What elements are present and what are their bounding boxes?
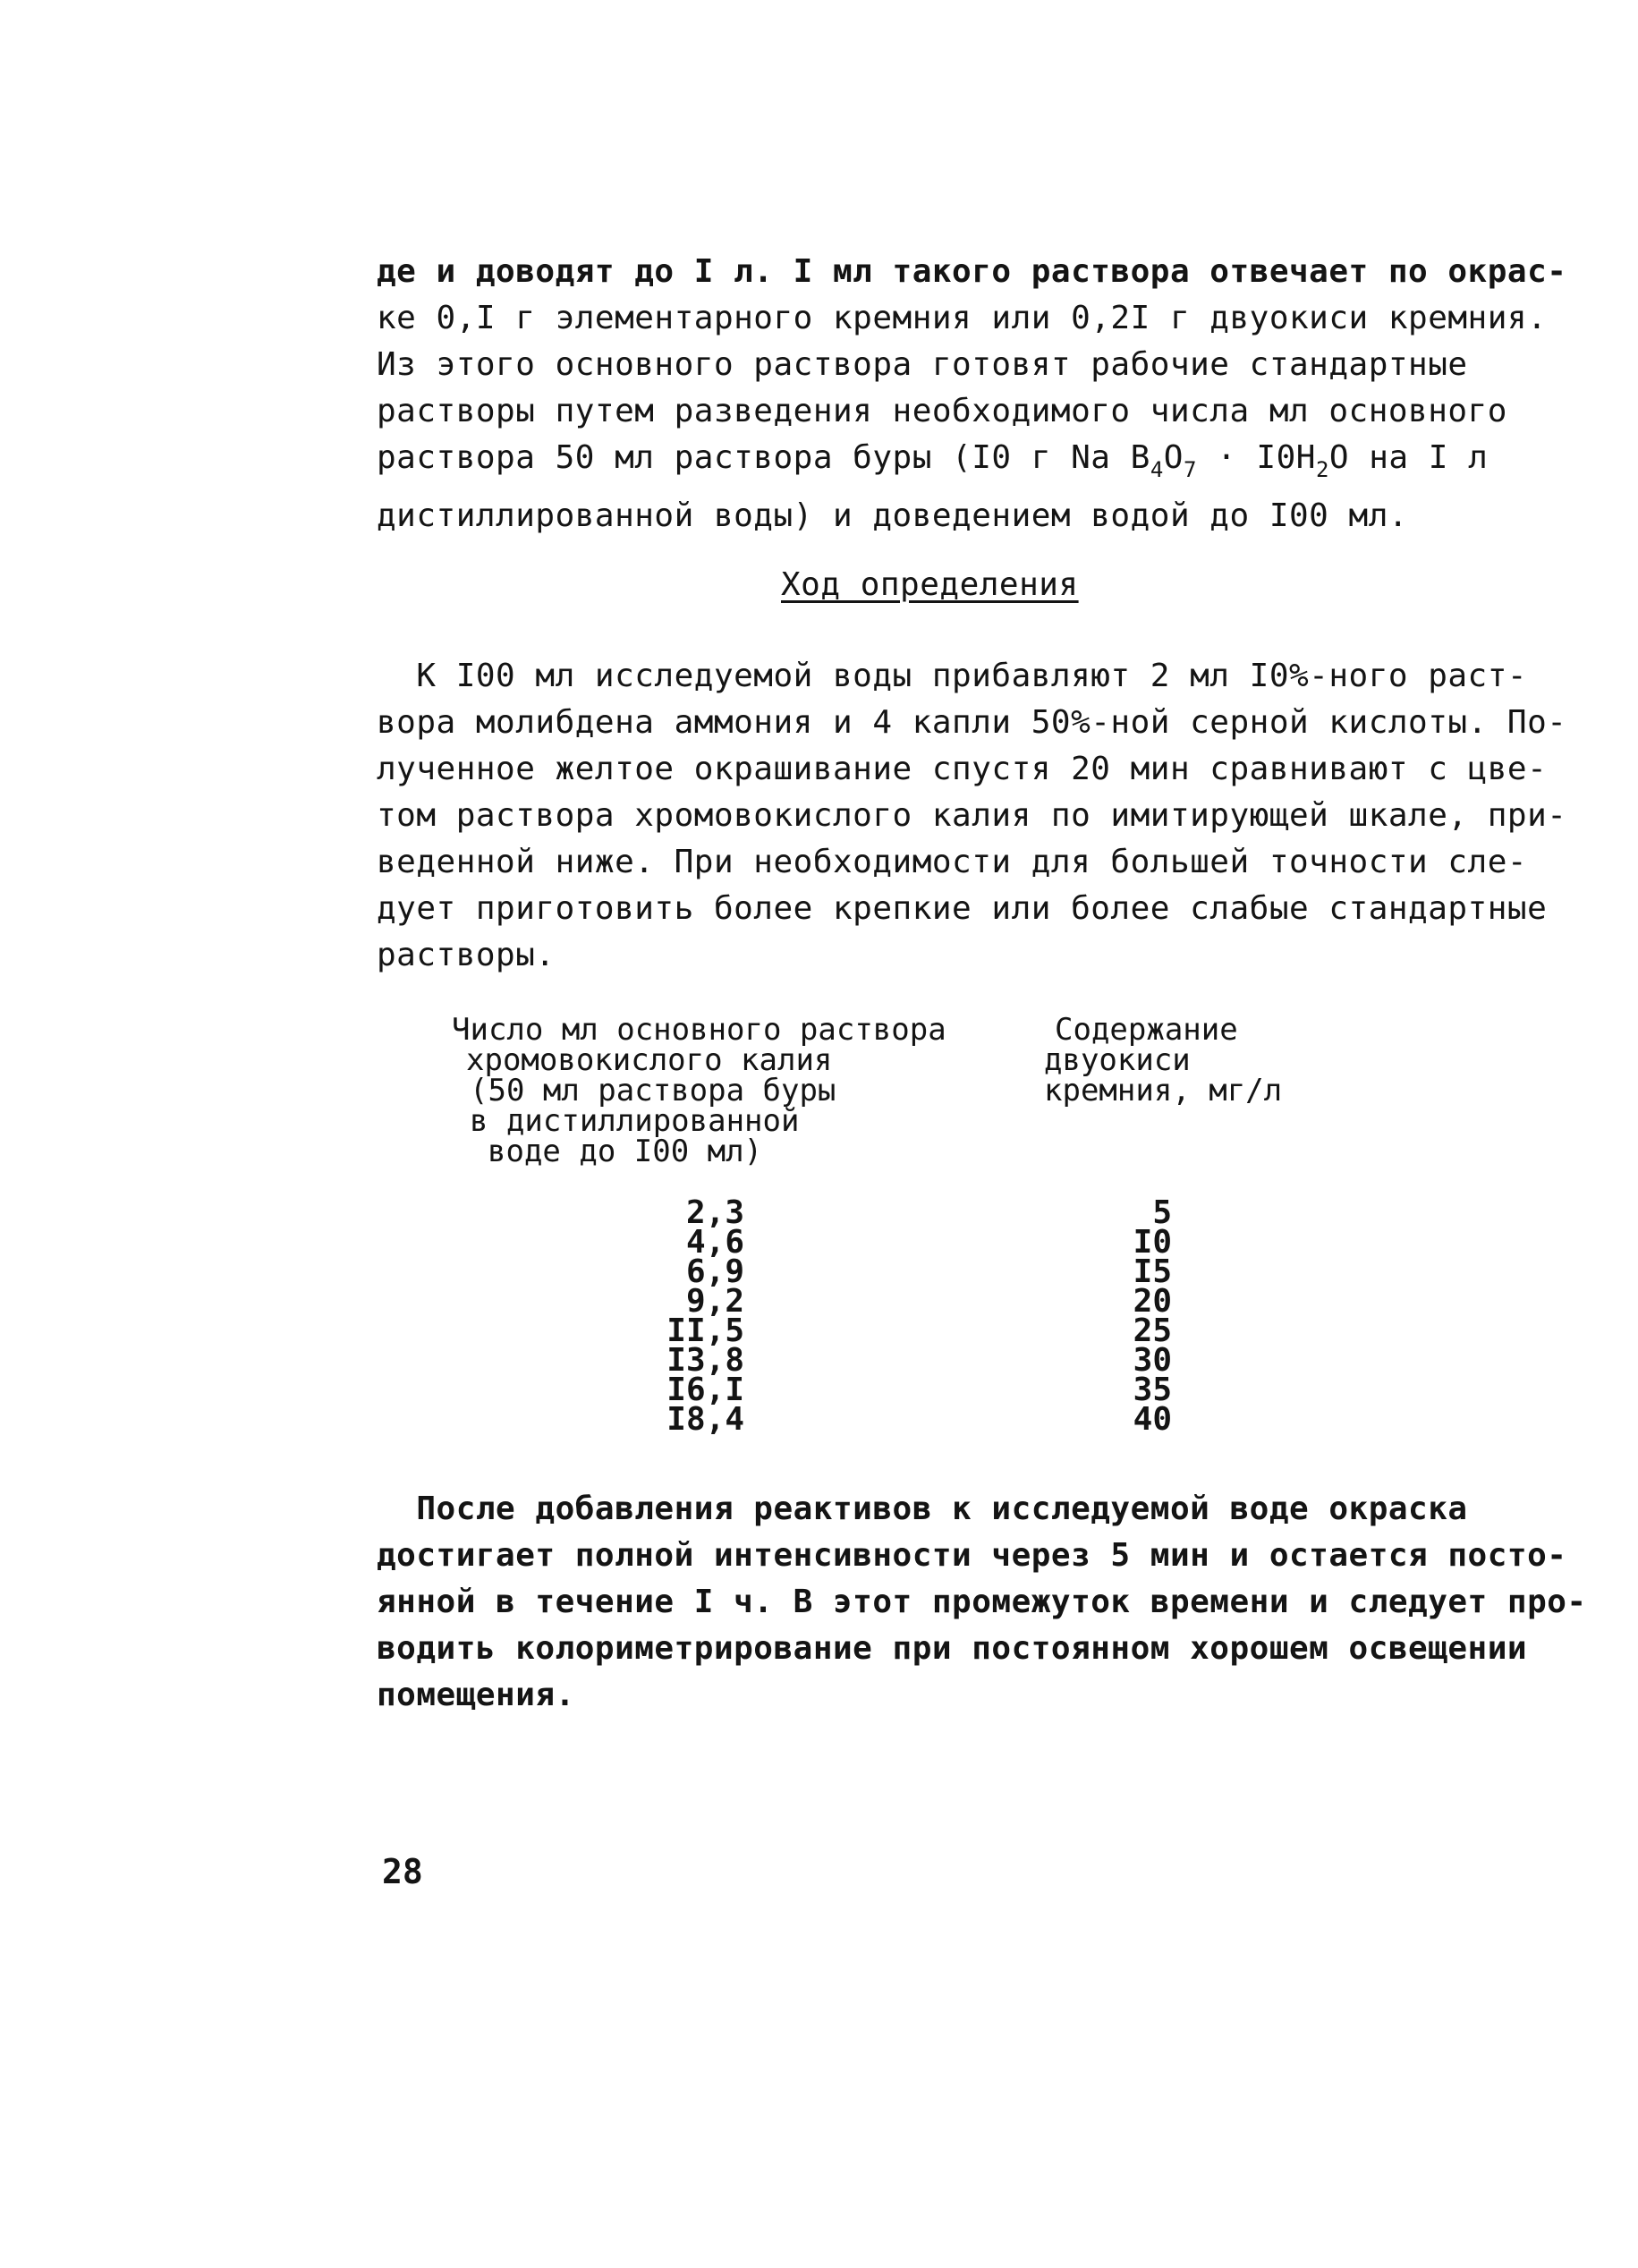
table-cell: 5 <box>1152 1194 1172 1231</box>
table-cell: 25 <box>1133 1312 1172 1349</box>
intro-paragraph <box>377 249 1566 539</box>
formula-line <box>377 435 1566 493</box>
header-line: Число мл основного раствора <box>452 1012 946 1048</box>
formula-b: B <box>1130 439 1150 476</box>
header-line: кремния, мг/л <box>1044 1073 1283 1109</box>
table-column-header-content <box>1044 1012 1283 1109</box>
table-cell: 2,3 <box>685 1194 744 1231</box>
table-cell: I3,8 <box>666 1342 744 1379</box>
text-line: лученное желтое окрашивание спустя 20 мин сравнивают с цве- <box>377 751 1548 787</box>
table-cell: I8,4 <box>666 1401 744 1438</box>
section-heading: Ход определения <box>781 566 1079 603</box>
text-line: дует приготовить более крепкие или более слабые стандартные <box>377 890 1548 927</box>
table-column-content-values <box>1100 1194 1172 1438</box>
text-line: веденной ниже. При необходимости для большей точности сле- <box>377 844 1528 880</box>
table-cell: 35 <box>1133 1372 1172 1408</box>
text-line: янной в течение I ч. В этот промежуток времени и следует про- <box>377 1584 1587 1620</box>
procedure-paragraph <box>377 653 1566 979</box>
formula-b-subscript: 4 <box>1150 457 1164 482</box>
formula-o: O <box>1163 439 1184 476</box>
text-line: раствора 50 мл раствора буры (I0 г Na <box>377 439 1111 476</box>
text-line: растворы путем разведения необходимого числа мл основного <box>377 393 1507 429</box>
table-cell: 9,2 <box>685 1283 744 1320</box>
closing-paragraph <box>377 1486 1587 1719</box>
table-cell: I5 <box>1133 1253 1172 1290</box>
text-line: дистиллированной воды) и доведением водой до I00 мл. <box>377 497 1409 534</box>
table-cell: I0 <box>1133 1224 1172 1261</box>
table-column-volume-values <box>644 1194 744 1438</box>
table-cell: I6,I <box>666 1372 744 1408</box>
text-line: вора молибдена аммония и 4 капли 50%-ной серной кислоты. По- <box>377 704 1567 741</box>
formula-tail: O на I л <box>1328 439 1489 476</box>
text-line: растворы. <box>377 937 556 973</box>
text-line: водить колориметрирование при постоянном хорошем освещении <box>377 1630 1528 1667</box>
header-line: воде до I00 мл) <box>488 1134 763 1169</box>
text-line: помещения. <box>377 1677 575 1713</box>
page-number: 28 <box>382 1852 423 1891</box>
table-cell: 20 <box>1133 1283 1172 1320</box>
text-line: том раствора хромовокислого калия по имитирующей шкале, при- <box>377 797 1567 834</box>
table-cell: 30 <box>1133 1342 1172 1379</box>
table-cell: 4,6 <box>685 1224 744 1261</box>
formula-o-subscript: 7 <box>1183 457 1197 482</box>
header-line: хромовокислого калия <box>466 1042 833 1078</box>
table-cell: 40 <box>1133 1401 1172 1438</box>
formula-rest: · I0H <box>1196 439 1316 476</box>
table-column-header-volume <box>452 1012 946 1169</box>
text-line: де и доводят до I л. I мл такого раствора отвечает по окрас- <box>377 253 1567 290</box>
header-line: в дистиллированной <box>470 1103 800 1139</box>
table-cell: 6,9 <box>685 1253 744 1290</box>
text-line: ке 0,I г элементарного кремния или 0,2I г двуокиси кремния. <box>377 300 1548 336</box>
text-line: Из этого основного раствора готовят рабочие стандартные <box>377 346 1468 383</box>
text-line: После добавления реактивов к исследуемой воде окраска <box>377 1491 1468 1527</box>
header-line: двуокиси <box>1044 1042 1191 1078</box>
text-line: достигает полной интенсивности через 5 мин и остается посто- <box>377 1537 1567 1574</box>
header-line: (50 мл раствора буры <box>470 1073 836 1109</box>
formula-h-subscript: 2 <box>1315 457 1329 482</box>
text-line: К I00 мл исследуемой воды прибавляют 2 мл I0%-ного раст- <box>377 658 1528 694</box>
header-line: Содержание <box>1055 1012 1238 1048</box>
table-cell: II,5 <box>666 1312 744 1349</box>
